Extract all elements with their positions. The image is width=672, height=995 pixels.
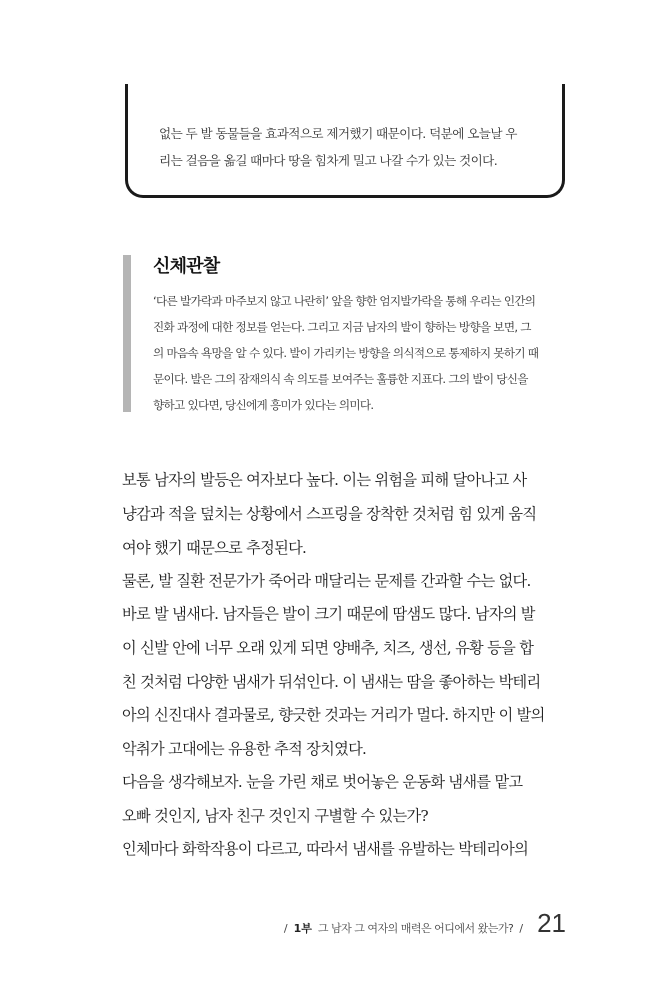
body-text-line: 인체마다 화학작용이 다르고, 따라서 냄새를 유발하는 박테리아의 xyxy=(122,840,529,858)
note-text-line: 문이다. 발은 그의 잠재의식 속 의도를 보여주는 훌륭한 지표다. 그의 발이 당신을 xyxy=(153,372,528,386)
body-text-line: 이 신발 안에 너무 오래 있게 되면 양배추, 치즈, 생선, 유황 등을 합 xyxy=(122,639,534,657)
note-text-line: ‘다른 발가락과 마주보지 않고 나란히’ 앞을 향한 엄지발가락을 통해 우리는 인간의 xyxy=(153,294,536,308)
note-text-line: 진화 과정에 대한 정보를 얻는다. 그리고 지금 남자의 발이 향하는 방향을 보면, 그 xyxy=(153,320,531,334)
box-text-line: 없는 두 발 동물들을 효과적으로 제거했기 때문이다. 덕분에 오늘날 우 xyxy=(159,126,517,141)
footer-separator: / xyxy=(519,922,524,935)
body-text-line: 물론, 발 질환 전문가가 죽어라 매달리는 문제를 간과할 수는 없다. xyxy=(122,572,531,590)
body-text-line: 여야 했기 때문으로 추정된다. xyxy=(122,539,307,557)
body-text-line: 아의 신진대사 결과물로, 향긋한 것과는 거리가 멀다. 하지만 이 발의 xyxy=(122,706,545,724)
body-text-line: 친 것처럼 다양한 냄새가 뒤섞인다. 이 냄새는 땀을 좋아하는 박테리 xyxy=(122,673,541,691)
body-text-line: 다음을 생각해보자. 눈을 가린 채로 벗어놓은 운동화 냄새를 맡고 xyxy=(122,773,523,791)
body-text-line: 악취가 고대에는 유용한 추적 장치였다. xyxy=(122,740,367,758)
box-text-line: 리는 걸음을 옮길 때마다 땅을 힘차게 밀고 나갈 수가 있는 것이다. xyxy=(159,153,498,168)
note-text-line: 의 마음속 욕망을 알 수 있다. 발이 가리키는 방향을 의식적으로 통제하지 못하기 때 xyxy=(153,346,539,360)
page-number: 21 xyxy=(537,908,566,938)
note-text-line: 향하고 있다면, 당신에게 흥미가 있다는 의미다. xyxy=(153,398,374,412)
footer-chapter-title: 그 남자 그 여자의 매력은 어디에서 왔는가? xyxy=(317,922,514,935)
note-title: 신체관찰 xyxy=(153,256,220,277)
body-text-line: 바로 발 냄새다. 남자들은 발이 크기 때문에 땀샘도 많다. 남자의 발 xyxy=(122,605,535,623)
footer-part-label: 1부 xyxy=(293,922,312,935)
page-footer xyxy=(284,908,566,939)
body-text-line: 냥감과 적을 덮치는 상황에서 스프링을 장착한 것처럼 힘 있게 움직 xyxy=(122,505,537,523)
footer-separator: / xyxy=(283,922,288,935)
body-text-line: 오빠 것인지, 남자 친구 것인지 구별할 수 있는가? xyxy=(122,807,428,825)
body-text-line: 보통 남자의 발등은 여자보다 높다. 이는 위험을 피해 달아나고 사 xyxy=(122,471,527,489)
note-accent-bar xyxy=(123,255,131,412)
